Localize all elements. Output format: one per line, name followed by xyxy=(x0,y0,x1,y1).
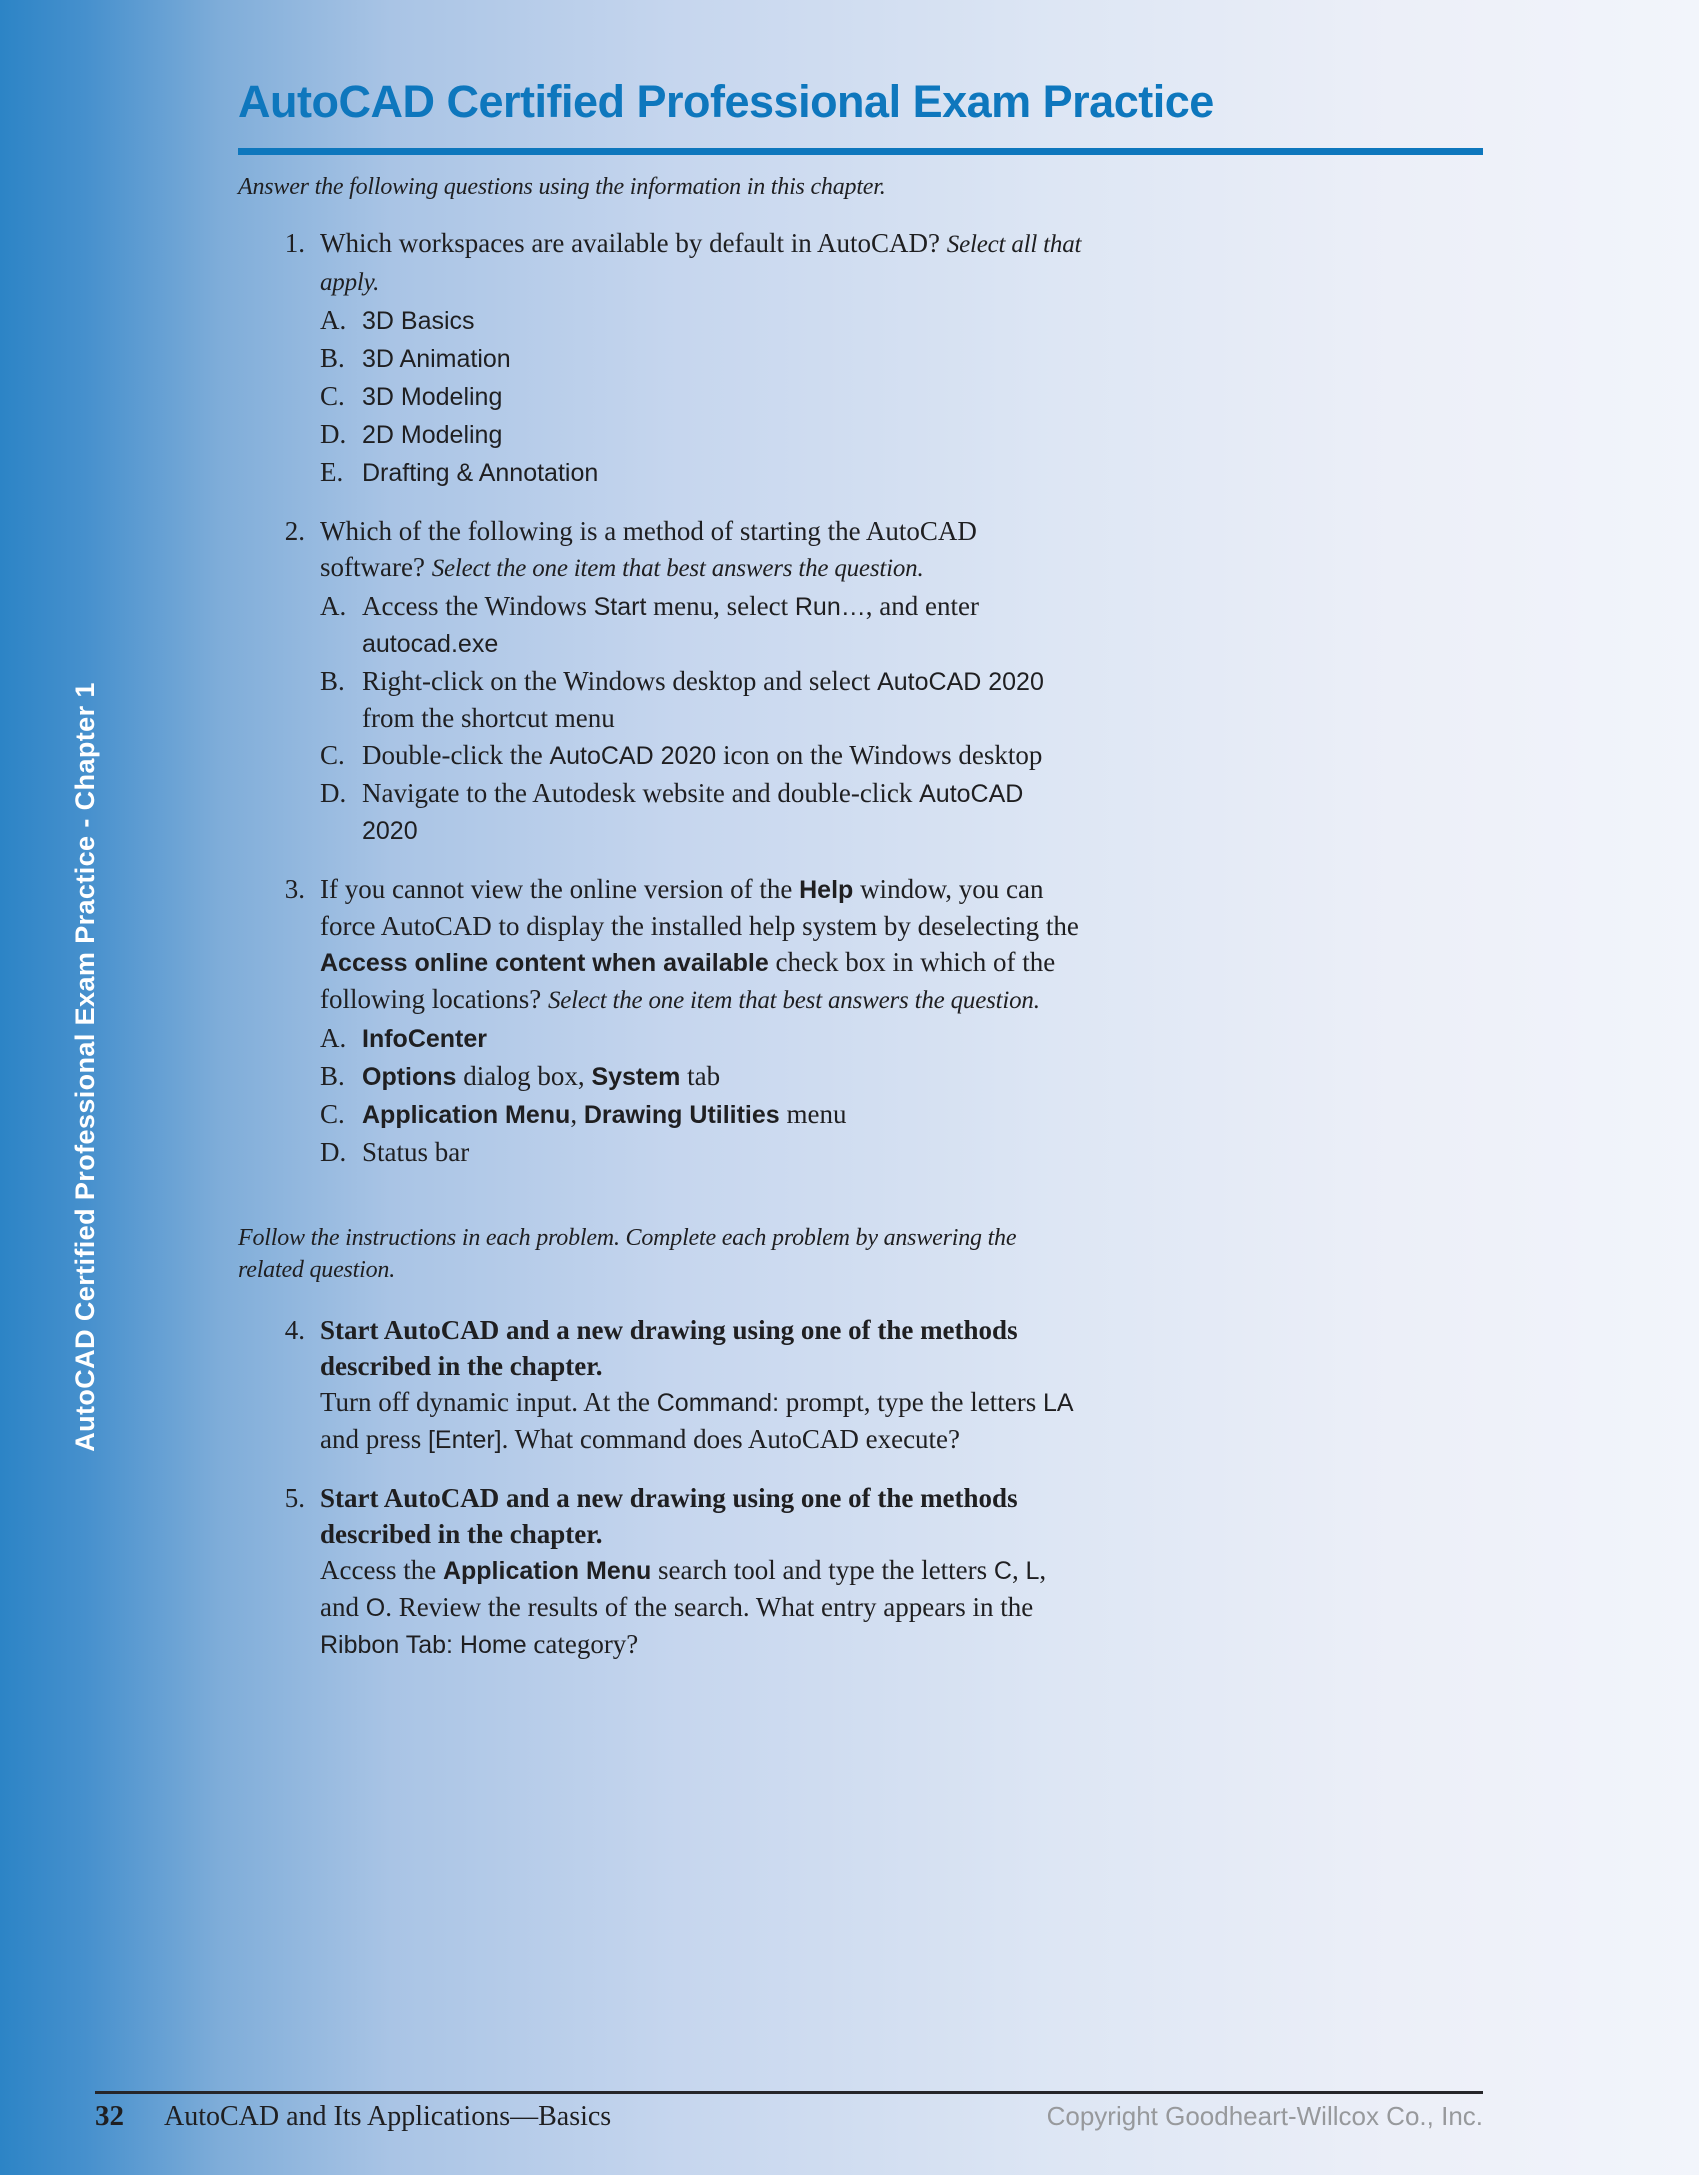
text-segment: AutoCAD 2020 xyxy=(877,668,1044,696)
option-letter: C. xyxy=(320,381,345,411)
text-segment: , and xyxy=(320,1555,1047,1622)
question-body xyxy=(320,871,1083,1170)
text-segment: category? xyxy=(526,1629,639,1659)
option-text xyxy=(362,416,1083,453)
question-item xyxy=(238,225,1083,491)
text-segment: Double-click the xyxy=(362,740,550,770)
text-segment: 2D Modeling xyxy=(362,421,503,449)
title-rule xyxy=(238,148,1483,155)
option-letter: A. xyxy=(320,591,347,621)
option-text xyxy=(362,1096,1083,1133)
text-segment: L xyxy=(1025,1557,1040,1585)
text-segment: . Review the results of the search. What entry appears in the xyxy=(385,1592,1034,1622)
text-segment: C xyxy=(993,1557,1012,1585)
question-number: 3. xyxy=(284,874,305,904)
text-segment: Select the one item that best answers the question. xyxy=(547,987,1040,1014)
book-title: AutoCAD and Its Applications—Basics xyxy=(164,2101,612,2132)
text-segment: autocad.exe xyxy=(362,630,499,658)
text-segment: Options xyxy=(362,1063,457,1091)
text-segment: tab xyxy=(680,1061,721,1091)
text-segment: Help xyxy=(799,876,854,904)
option-text xyxy=(362,775,1083,849)
option-letter: C. xyxy=(320,740,345,770)
text-segment: Select the one item that best answers the question. xyxy=(431,555,924,582)
text-segment: , and enter xyxy=(865,591,979,621)
answer-option xyxy=(320,663,1083,736)
text-segment: , xyxy=(1011,1555,1026,1585)
question-item xyxy=(238,1480,1083,1663)
text-segment: dialog box, xyxy=(456,1061,592,1091)
option-text xyxy=(362,1134,1083,1170)
text-segment: Start AutoCAD and a new drawing using one of the methods described in the chapter. xyxy=(320,1315,1018,1381)
option-letter: A. xyxy=(320,1023,347,1053)
question-paragraph xyxy=(320,1384,1083,1458)
question-paragraph xyxy=(320,225,1083,301)
option-letter: D. xyxy=(320,1137,347,1167)
text-segment: prompt, type the letters xyxy=(779,1387,1043,1417)
text-segment: menu xyxy=(779,1099,847,1129)
answer-option xyxy=(320,1134,1083,1170)
text-segment: Command: xyxy=(656,1389,780,1417)
text-segment: Drawing Utilities xyxy=(583,1101,780,1129)
text-segment: search tool and type the letters xyxy=(651,1555,994,1585)
question-paragraph xyxy=(320,1552,1083,1663)
answer-option xyxy=(320,454,1083,491)
option-letter: B. xyxy=(320,666,345,696)
text-segment: Application Menu xyxy=(442,1557,652,1585)
option-letter: D. xyxy=(320,778,347,808)
question-paragraph xyxy=(320,1480,1083,1552)
answer-option xyxy=(320,1020,1083,1057)
footer-rule xyxy=(95,2091,1483,2094)
question-item xyxy=(238,1312,1083,1458)
option-letter: B. xyxy=(320,1061,345,1091)
text-segment: 3D Basics xyxy=(362,307,475,335)
chapter-sidebar-banner: AutoCAD Certified Professional Exam Practice - Chapter 1 xyxy=(70,682,100,1452)
text-segment: Application Menu xyxy=(362,1101,571,1129)
option-text xyxy=(362,588,1083,662)
questions-group-b xyxy=(238,1312,1083,1663)
text-segment: from the shortcut menu xyxy=(362,703,615,733)
option-letter: C. xyxy=(320,1099,345,1129)
text-segment: AutoCAD 2020 xyxy=(549,742,717,770)
text-segment: Run… xyxy=(794,593,866,621)
text-segment: , xyxy=(570,1099,584,1129)
question-item xyxy=(238,513,1083,849)
option-letter: B. xyxy=(320,343,345,373)
mid-instruction: Follow the instructions in each problem. Complete each problem by answering the related question. xyxy=(238,1225,1017,1283)
question-body xyxy=(320,225,1083,491)
text-segment: Start AutoCAD and a new drawing using one of the methods described in the chapter. xyxy=(320,1483,1018,1549)
option-letter: E. xyxy=(320,457,344,487)
question-paragraph xyxy=(320,513,1083,587)
text-segment: and press xyxy=(320,1424,428,1454)
main-content xyxy=(238,72,1214,1663)
text-segment: 3D Animation xyxy=(362,345,511,373)
question-paragraph xyxy=(320,871,1083,1019)
option-text xyxy=(362,302,1083,339)
text-segment: Which workspaces are available by default in AutoCAD? xyxy=(320,228,947,258)
text-segment: 3D Modeling xyxy=(362,383,503,411)
question-number: 5. xyxy=(284,1483,305,1513)
answer-option xyxy=(320,378,1083,415)
text-segment: Drafting & Annotation xyxy=(362,459,599,487)
question-body xyxy=(320,1312,1083,1458)
copyright-notice: Copyright Goodheart-Willcox Co., Inc. xyxy=(1046,2101,1483,2131)
text-segment: icon on the Windows desktop xyxy=(716,740,1043,770)
answer-option xyxy=(320,775,1083,849)
option-text xyxy=(362,663,1083,736)
option-letter: D. xyxy=(320,419,347,449)
option-text xyxy=(362,340,1083,377)
text-segment: O xyxy=(365,1594,386,1622)
answer-option xyxy=(320,1058,1083,1095)
text-segment: Which of the following is a method of starting the AutoCAD software? xyxy=(320,516,977,582)
question-number: 1. xyxy=(284,228,305,258)
question-number: 2. xyxy=(284,516,305,546)
footer xyxy=(95,2100,1483,2133)
option-letter: A. xyxy=(320,305,347,335)
text-segment: window, you can force AutoCAD to display the installed help system by deselecting the xyxy=(320,874,1079,941)
question-body xyxy=(320,513,1083,849)
text-segment: menu, select xyxy=(646,591,795,621)
text-segment: AutoCAD 2020 xyxy=(362,780,1024,845)
question-number: 4. xyxy=(284,1315,305,1345)
text-segment: LA xyxy=(1042,1389,1074,1417)
text-segment: Ribbon Tab: Home xyxy=(320,1631,527,1659)
option-text xyxy=(362,454,1083,491)
text-segment: Turn off dynamic input. At the xyxy=(320,1387,657,1417)
question-item xyxy=(238,871,1083,1170)
option-text xyxy=(362,1020,1083,1057)
text-segment: Right-click on the Windows desktop and select xyxy=(362,666,878,696)
answer-option xyxy=(320,416,1083,453)
page-number: 32 xyxy=(95,2100,124,2132)
answer-option xyxy=(320,340,1083,377)
text-segment: Access the xyxy=(320,1555,443,1585)
text-segment: Select all that apply. xyxy=(320,231,1082,296)
answer-option xyxy=(320,737,1083,774)
text-segment: System xyxy=(591,1063,681,1091)
question-body xyxy=(320,1480,1083,1663)
text-segment: check box in which of the following locations? xyxy=(320,947,1056,1014)
page-title: AutoCAD Certified Professional Exam Practice xyxy=(238,76,1214,127)
text-segment: InfoCenter xyxy=(362,1025,487,1053)
text-segment: . What command does AutoCAD execute? xyxy=(501,1424,961,1454)
text-segment: [Enter] xyxy=(427,1426,502,1454)
text-segment: Start xyxy=(593,593,647,621)
answer-option xyxy=(320,588,1083,662)
answer-option xyxy=(320,1096,1083,1133)
text-segment: Status bar xyxy=(362,1137,470,1167)
text-segment: Access online content when available xyxy=(320,949,769,977)
text-segment: If you cannot view the online version of the xyxy=(320,874,800,904)
questions-group-a xyxy=(238,225,1083,1170)
text-segment: Access the Windows xyxy=(362,591,594,621)
answer-option xyxy=(320,302,1083,339)
option-text xyxy=(362,737,1083,774)
question-paragraph xyxy=(320,1312,1083,1384)
text-segment: Navigate to the Autodesk website and double-click xyxy=(362,778,920,808)
option-text xyxy=(362,1058,1083,1095)
intro-instruction: Answer the following questions using the information in this chapter. xyxy=(238,174,886,200)
option-text xyxy=(362,378,1083,415)
